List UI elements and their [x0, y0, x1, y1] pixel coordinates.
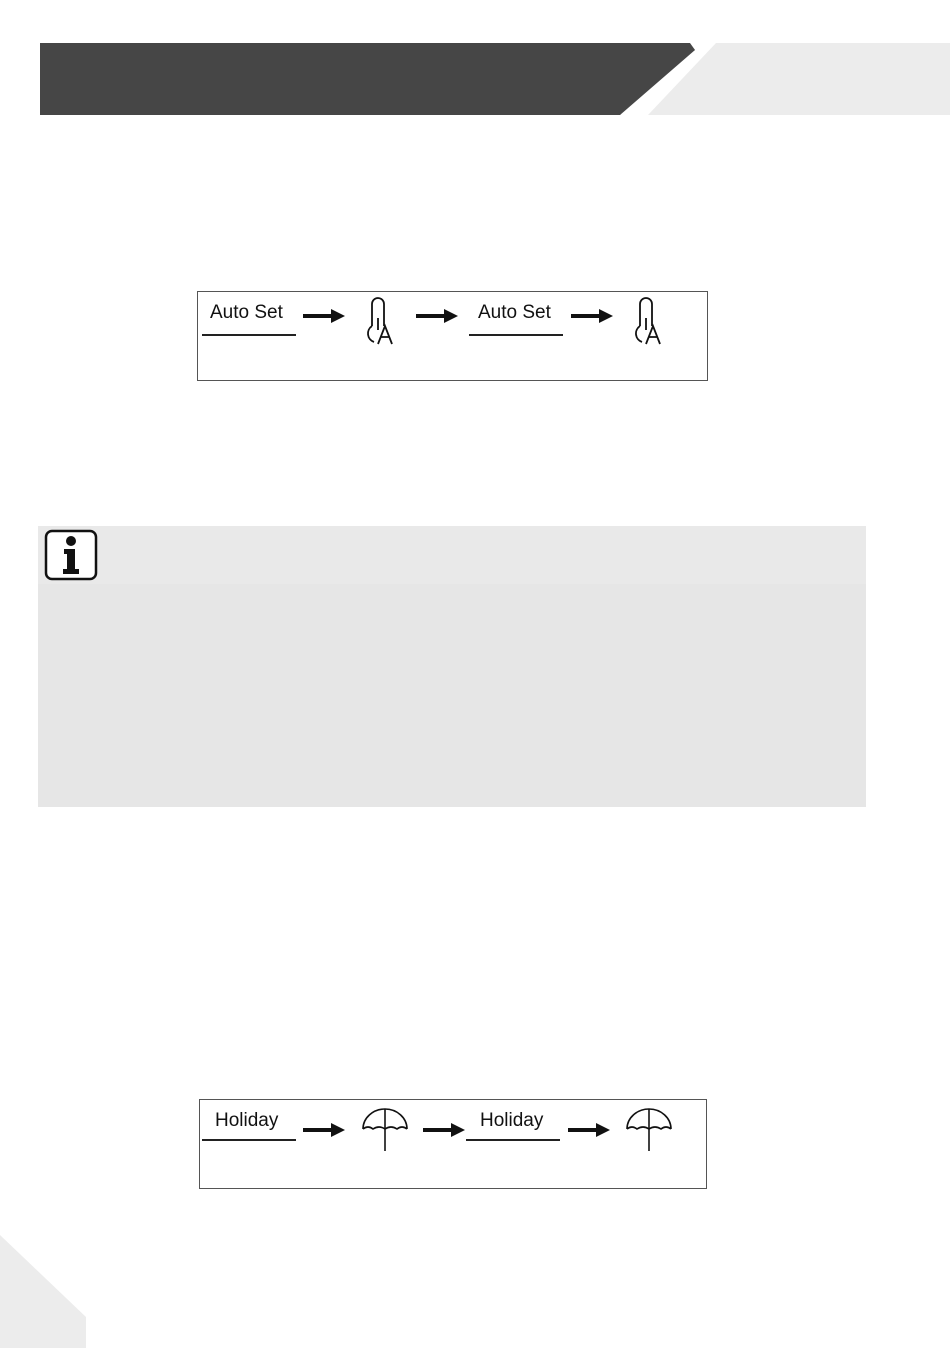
umbrella-icon [360, 1105, 410, 1153]
auto-set-sequence-box [197, 291, 708, 381]
thermometer-auto-icon [358, 296, 404, 348]
right-arrow-icon [423, 1123, 465, 1137]
holiday-label-2: Holiday [480, 1110, 544, 1131]
right-arrow-icon [571, 309, 613, 323]
holiday-sequence-box [199, 1099, 707, 1189]
holiday-underline-2 [466, 1139, 560, 1141]
header-banner-accent [648, 43, 950, 115]
right-arrow-icon [303, 1123, 345, 1137]
right-arrow-icon [303, 309, 345, 323]
info-icon [44, 529, 98, 581]
auto-set-label: Auto Set [210, 302, 283, 323]
holiday-label: Holiday [215, 1110, 279, 1131]
auto-set-underline [202, 334, 296, 336]
auto-set-label-2: Auto Set [478, 302, 551, 323]
right-arrow-icon [416, 309, 458, 323]
umbrella-icon [624, 1105, 674, 1153]
right-arrow-icon [568, 1123, 610, 1137]
page-corner-accent [0, 1235, 90, 1348]
thermometer-auto-icon [626, 296, 672, 348]
info-panel [38, 526, 866, 807]
holiday-underline [202, 1139, 296, 1141]
header-banner [40, 43, 695, 115]
auto-set-underline-2 [469, 334, 563, 336]
info-panel-header [38, 526, 866, 584]
